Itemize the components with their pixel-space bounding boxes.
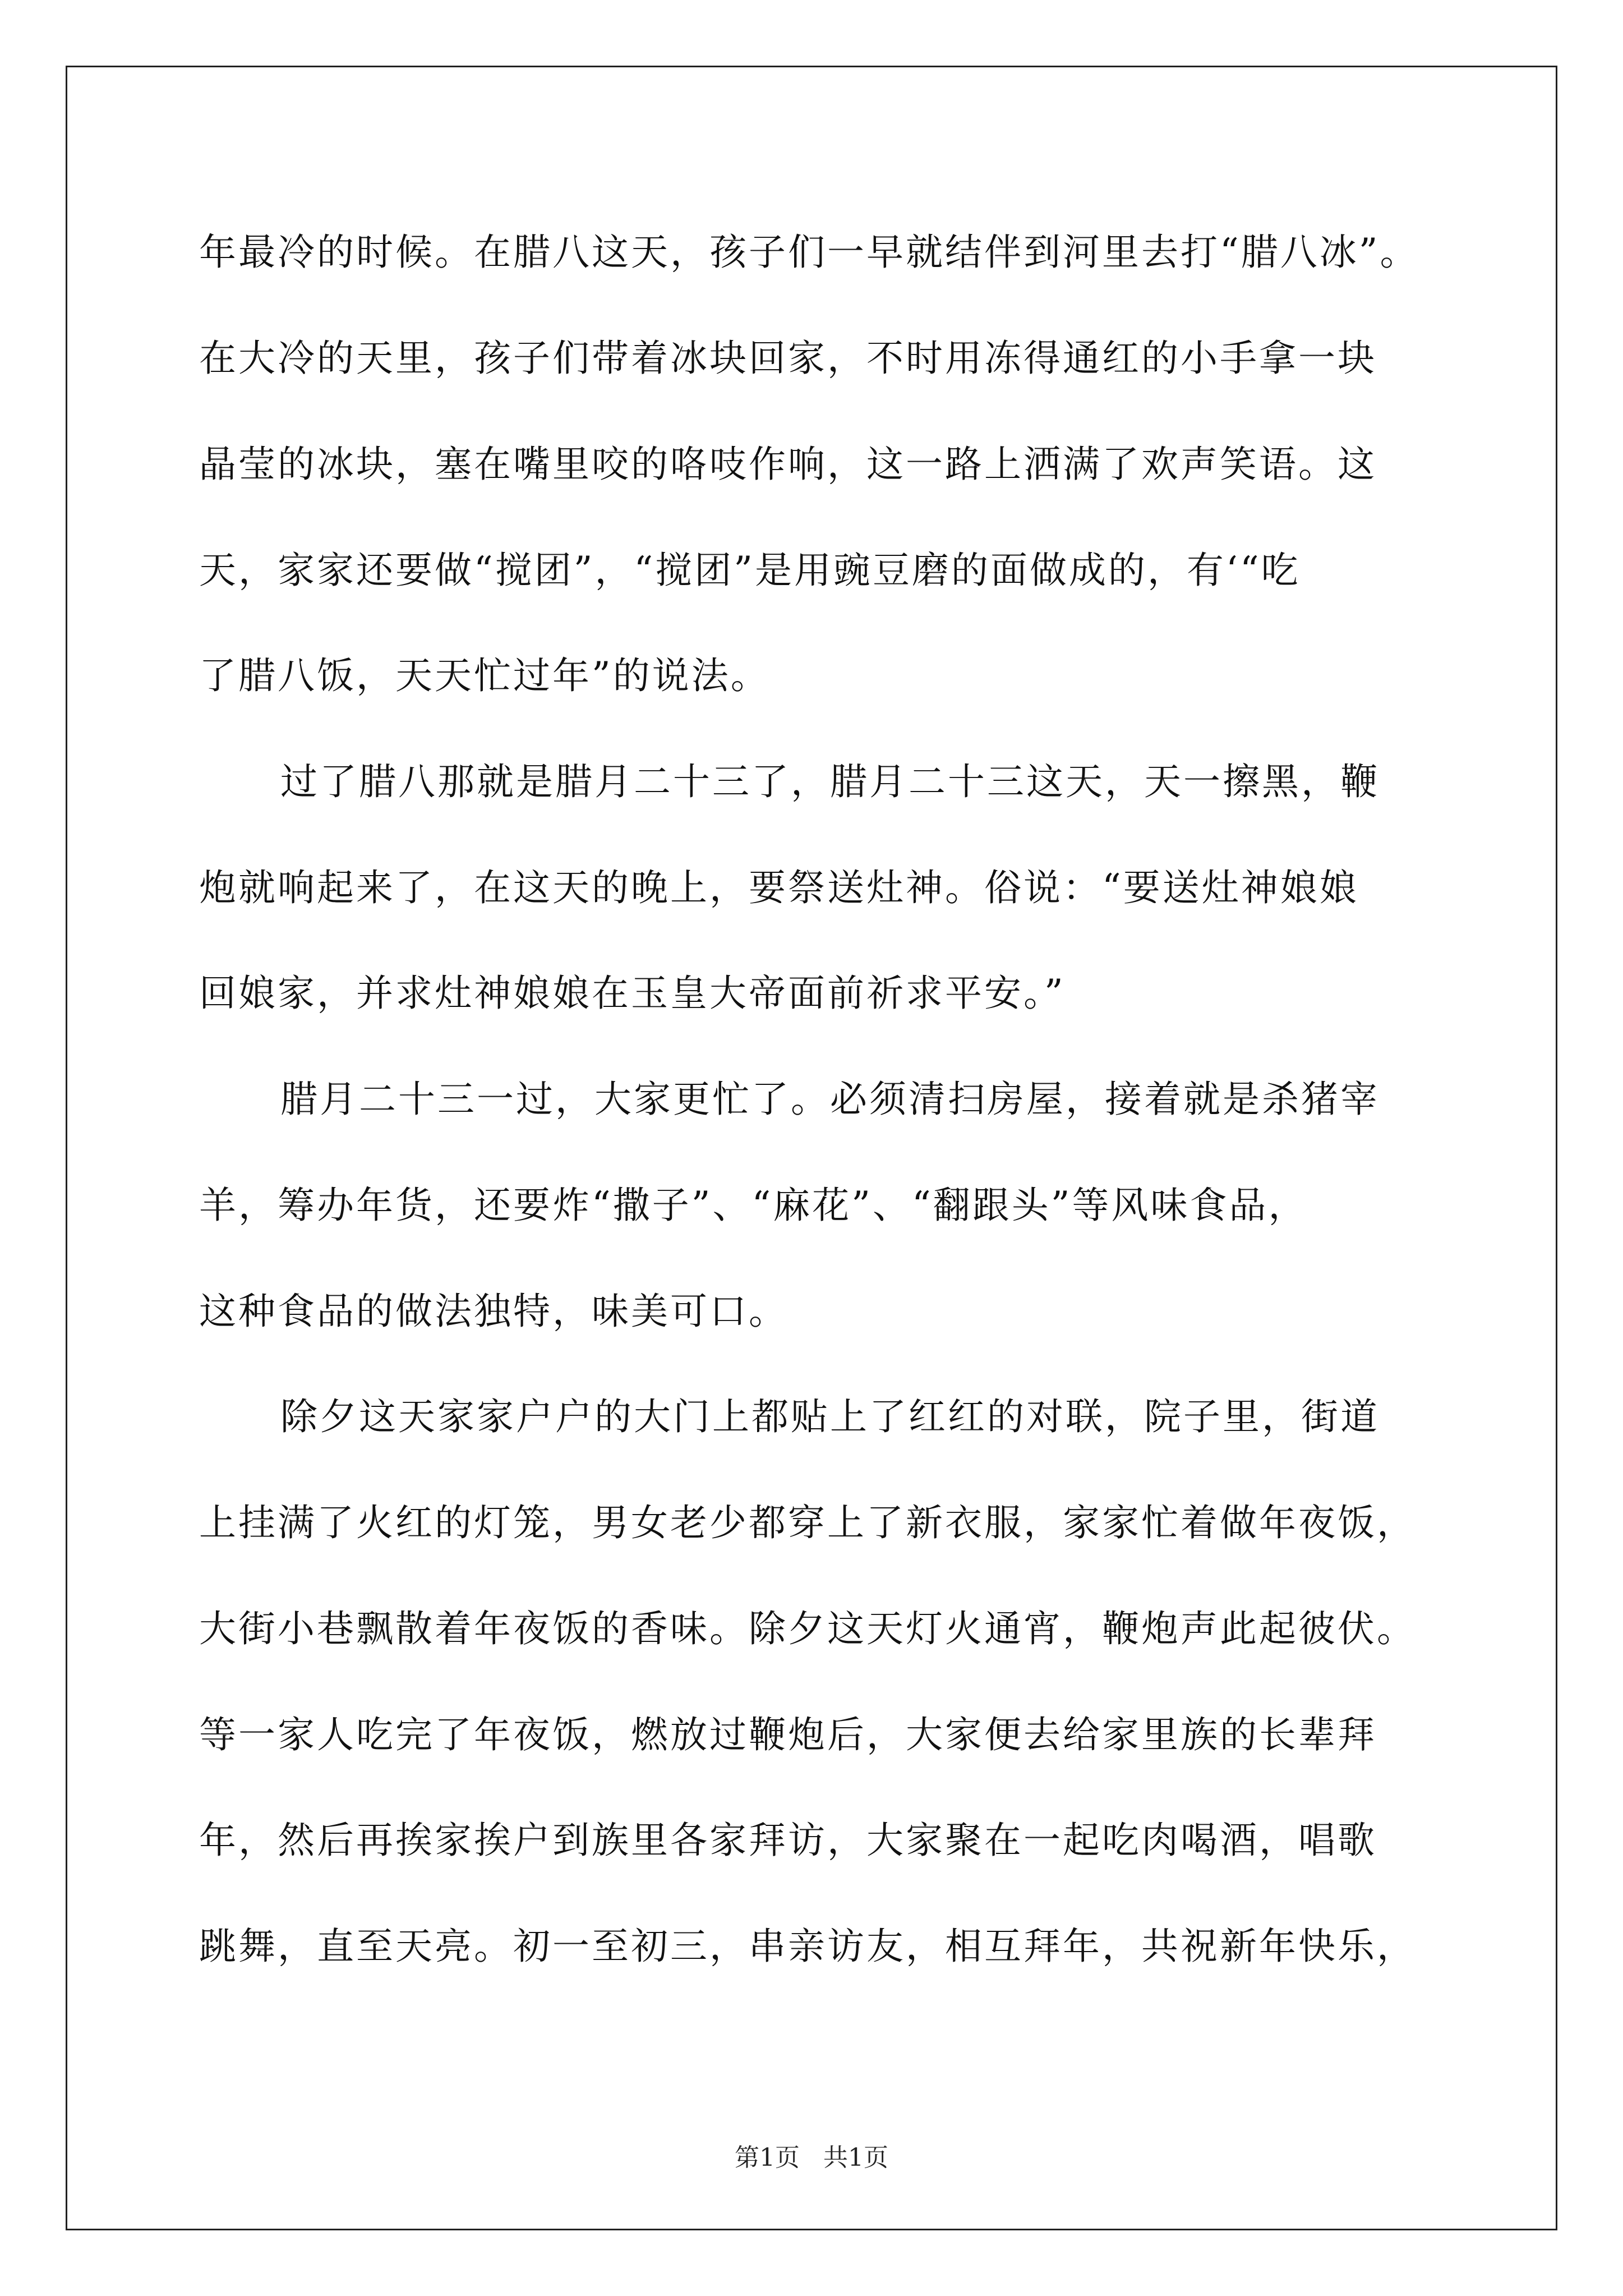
text-line: 在大冷的天里，孩子们带着冰块回家，不时用冻得通红的小手拿一块 (199, 337, 1377, 380)
text-line: 了腊八饭，天天忙过年”的说法。 (199, 654, 770, 697)
text-line: 大街小巷飘散着年夜饭的香味。除夕这天灯火通宵，鞭炮声此起彼伏。 (199, 1607, 1416, 1650)
text-line: 羊，筹办年货，还要炸“撒子”、“麻花”、“翻跟头”等风味食品， (199, 1184, 1308, 1227)
text-line: 跳舞，直至天亮。初一至初三，串亲访友，相互拜年，共祝新年快乐， (199, 1925, 1416, 1968)
text-line: 年，然后再挨家挨户到族里各家拜访，大家聚在一起吃肉喝酒，唱歌 (199, 1819, 1377, 1862)
text-line: 晶莹的冰块，塞在嘴里咬的咯吱作响，这一路上洒满了欢声笑语。这 (199, 443, 1377, 486)
text-line: 回娘家，并求灶神娘娘在玉皇大帝面前祈求平安。” (199, 972, 1066, 1015)
text-line: 炮就响起来了，在这天的晚上，要祭送灶神。俗说：“要送灶神娘娘 (199, 866, 1359, 909)
text-line: 这种食品的做法独特，味美可口。 (199, 1290, 788, 1333)
page-border (66, 66, 1557, 2230)
text-line: 年最冷的时候。在腊八这天，孩子们一早就结伴到河里去打“腊八冰”。 (199, 231, 1419, 274)
page-number-footer: 第1页 共1页 (735, 2143, 888, 2172)
text-line: 等一家人吃完了年夜饭，燃放过鞭炮后，大家便去给家里族的长辈拜 (199, 1713, 1377, 1756)
text-line: 天，家家还要做“搅团”，“搅团”是用豌豆磨的面做成的，有‘“吃 (199, 549, 1301, 592)
text-line: 上挂满了火红的灯笼，男女老少都穿上了新衣服，家家忙着做年夜饭， (199, 1501, 1416, 1544)
paragraph-first-line: 腊月二十三一过，大家更忙了。必须清扫房屋，接着就是杀猪宰 (280, 1078, 1380, 1121)
paragraph-first-line: 过了腊八那就是腊月二十三了，腊月二十三这天，天一擦黑，鞭 (280, 760, 1380, 803)
paragraph-first-line: 除夕这天家家户户的大门上都贴上了红红的对联，院子里，街道 (280, 1395, 1380, 1438)
